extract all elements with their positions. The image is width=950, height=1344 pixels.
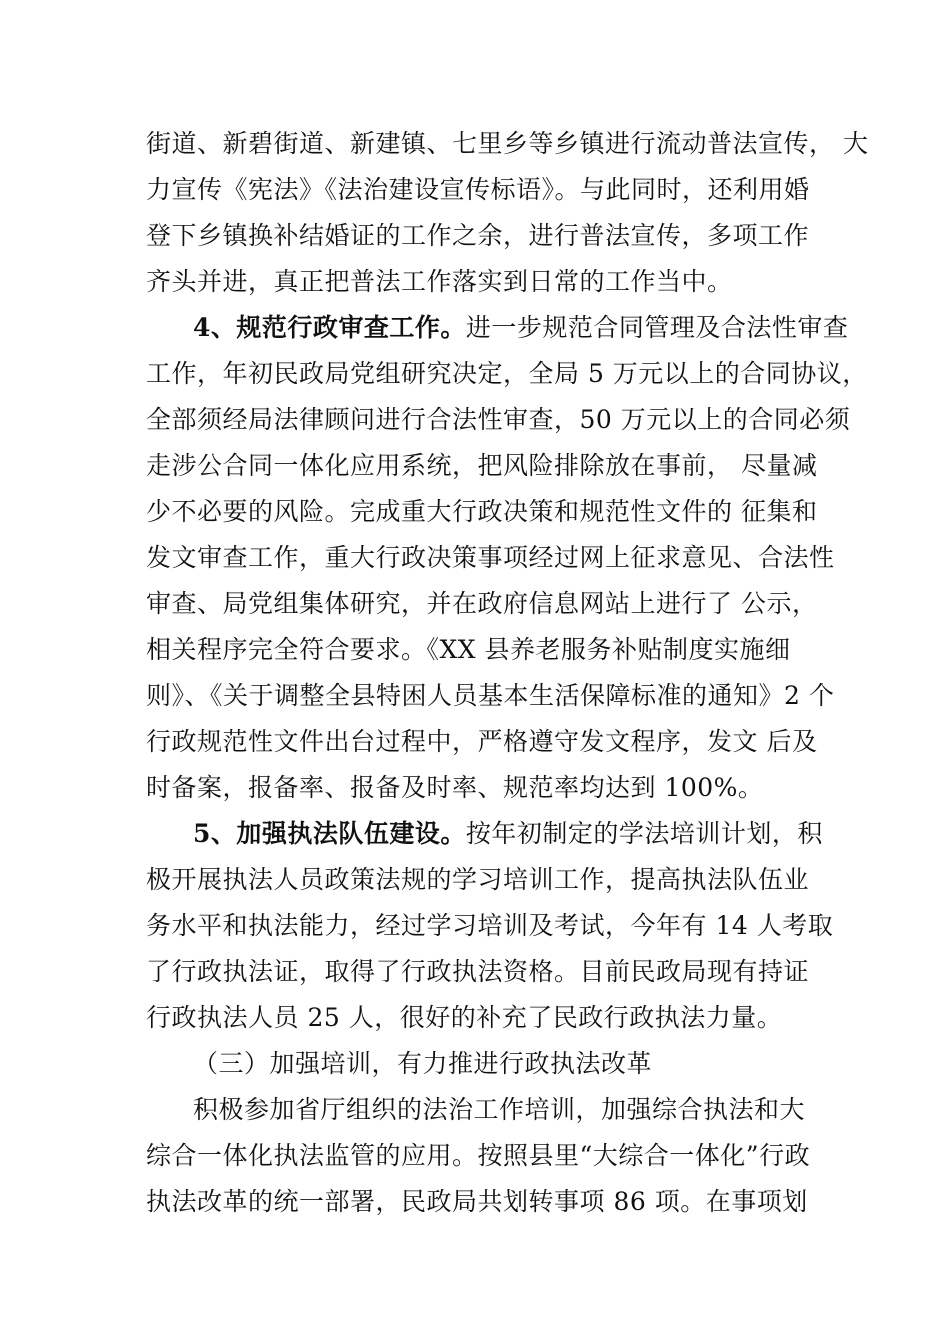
- body-text-line: 行政执法人员 25 人，很好的补充了民政行政执法力量。: [146, 1003, 783, 1032]
- body-text-line: 力宣传《宪法》《法治建设宣传标语》。与此同时，还利用婚: [146, 175, 810, 204]
- body-text-line: 则》、《关于调整全县特困人员基本生活保障标准的通知》2 个: [146, 681, 835, 710]
- paragraph-4-first-line: [193, 311, 848, 345]
- body-text-line: 审查、局党组集体研究，并在政府信息网站上进行了 公示，: [146, 589, 818, 618]
- body-text-line: 极开展执法人员政策法规的学习培训工作，提高执法队伍业: [146, 865, 810, 894]
- body-text-line: 相关程序完全符合要求。《XX 县养老服务补贴制度实施细: [146, 635, 791, 664]
- body-text-line: 了行政执法证，取得了行政执法资格。目前民政局现有持证: [146, 957, 810, 986]
- body-text-line: 执法改革的统一部署，民政局共划转事项 86 项。在事项划: [146, 1187, 808, 1216]
- body-text-line: 行政规范性文件出台过程中，严格遵守发文程序，发文 后及: [146, 727, 818, 756]
- section-heading: （三）加强培训，有力推进行政执法改革: [193, 1049, 653, 1078]
- body-text-line: 全部须经局法律顾问进行合法性审查，50 万元以上的合同必须: [146, 405, 851, 434]
- body-text-line: 登下乡镇换补结婚证的工作之余，进行普法宣传，多项工作: [146, 221, 810, 250]
- body-text-line: 齐头并进，真正把普法工作落实到日常的工作当中。: [146, 267, 733, 296]
- paragraph-5-first-line: [193, 817, 823, 851]
- paragraph-5-heading: 5、加强执法队伍建设。: [193, 819, 466, 848]
- body-text-line: 务水平和执法能力，经过学习培训及考试，今年有 14 人考取: [146, 911, 834, 940]
- body-text-line: 工作，年初民政局党组研究决定，全局 5 万元以上的合同协议，: [146, 359, 868, 388]
- body-text-line: 走涉公合同一体化应用系统，把风险排除放在事前， 尽量减: [146, 451, 818, 480]
- paragraph-5-text: 按年初制定的学法培训计划，积: [465, 819, 823, 848]
- body-text-line: 积极参加省厅组织的法治工作培训，加强综合执法和大: [193, 1095, 806, 1124]
- body-text-line: 综合一体化执法监管的应用。按照县里“大综合一体化”行政: [146, 1141, 811, 1170]
- body-text-line: 少不必要的风险。完成重大行政决策和规范性文件的 征集和: [146, 497, 818, 526]
- body-text-line: 街道、新碧街道、新建镇、七里乡等乡镇进行流动普法宣传， 大: [146, 129, 869, 158]
- paragraph-4-heading: 4、规范行政审查工作。: [193, 313, 466, 342]
- body-text-line: 时备案，报备率、报备及时率、规范率均达到 100%。: [146, 773, 764, 802]
- paragraph-4-text: 进一步规范合同管理及合法性审查: [465, 313, 849, 342]
- body-text-line: 发文审查工作，重大行政决策事项经过网上征求意见、合法性: [146, 543, 835, 572]
